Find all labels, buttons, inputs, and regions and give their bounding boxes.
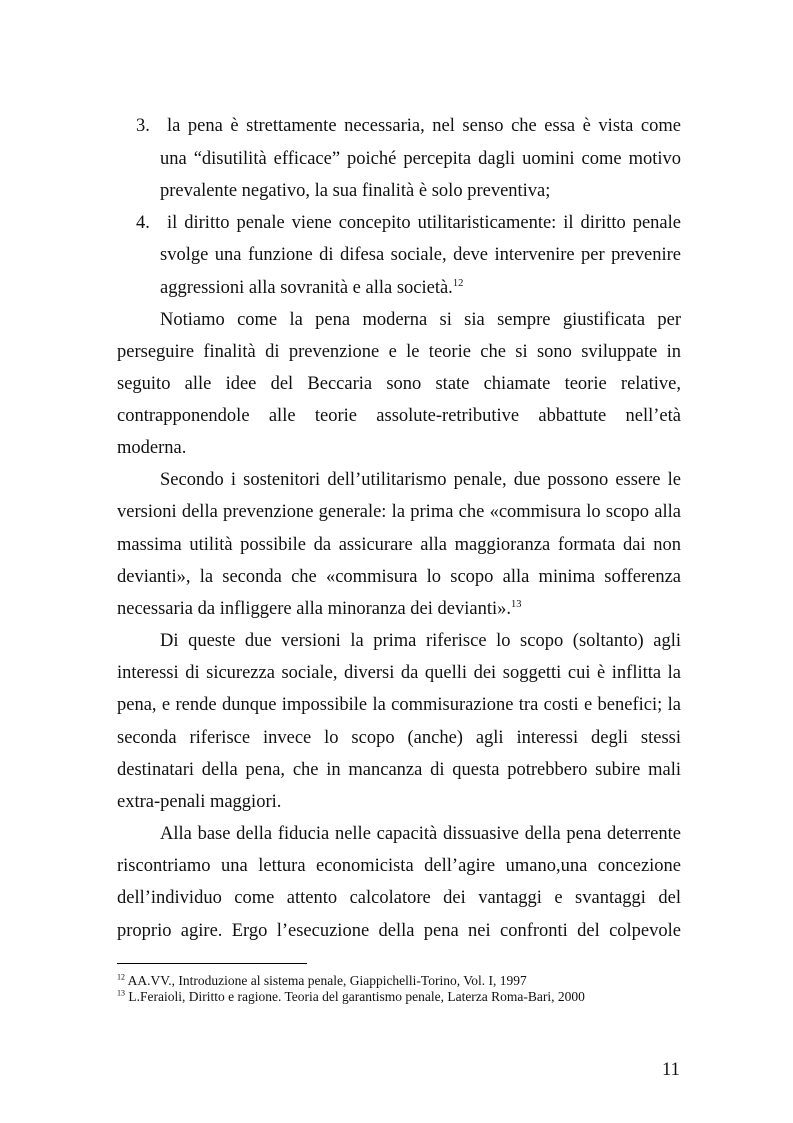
paragraph-line: devianti», la seconda che «commisura lo scopo alla minima sofferenza bbox=[117, 567, 681, 587]
list-item-line: svolge una funzione di difesa sociale, deve intervenire per prevenire bbox=[160, 245, 681, 265]
list-item-line: la pena è strettamente necessaria, nel senso che essa è vista come bbox=[167, 116, 681, 136]
list-number: 3. bbox=[136, 116, 150, 136]
paragraph-line: interessi di sicurezza sociale, diversi da quelli dei soggetti cui è inflitta la bbox=[117, 663, 681, 683]
paragraph-line: versioni della prevenzione generale: la prima che «commisura lo scopo alla bbox=[117, 502, 681, 522]
paragraph-line: pena, e rende dunque impossibile la commisurazione tra costi e benefici; la bbox=[117, 695, 681, 715]
footnote-divider bbox=[117, 963, 307, 964]
list-item-line: una “disutilità efficace” poiché percepita dagli uomini come motivo bbox=[160, 149, 681, 169]
paragraph-line: seguito alle idee del Beccaria sono state chiamate teorie relative, bbox=[117, 374, 681, 394]
paragraph-line: massima utilità possibile da assicurare alla maggioranza formata dai non bbox=[117, 535, 681, 555]
paragraph-line: destinatari della pena, che in mancanza di questa potrebbero subire mali bbox=[117, 760, 681, 780]
paragraph-line: Di queste due versioni la prima riferisce lo scopo (soltanto) agli bbox=[160, 631, 681, 651]
list-number: 4. bbox=[136, 213, 150, 233]
paragraph-line: riscontriamo una lettura economicista dell’agire umano,una concezione bbox=[117, 856, 681, 876]
paragraph-line: seconda riferisce invece lo scopo (anche) agli interessi degli stessi bbox=[117, 728, 681, 748]
paragraph-line: Alla base della fiducia nelle capacità dissuasive della pena deterrente bbox=[160, 824, 681, 844]
page-number: 11 bbox=[662, 1060, 680, 1080]
paragraph-line: proprio agire. Ergo l’esecuzione della pena nei confronti del colpevole bbox=[117, 921, 681, 941]
list-item-line: aggressioni alla sovranità e alla società.$^{12}$ bbox=[160, 277, 464, 298]
paragraph-line: Notiamo come la pena moderna si sia sempre giustificata per bbox=[160, 310, 681, 330]
paragraph-line: extra-penali maggiori. bbox=[117, 792, 282, 812]
paragraph-line: contrapponendole alle teorie assolute-retributive abbattute nell’età bbox=[117, 406, 681, 426]
paragraph-line: dell’individuo come attento calcolatore dei vantaggi e svantaggi del bbox=[117, 888, 681, 908]
paragraph-line: necessaria da infliggere alla minoranza dei devianti».$^{13}$ bbox=[117, 598, 522, 619]
paragraph-line: Secondo i sostenitori dell’utilitarismo penale, due possono essere le bbox=[160, 470, 681, 490]
list-item-line: prevalente negativo, la sua finalità è solo preventiva; bbox=[160, 181, 551, 201]
footnote: $^{12}$ AA.VV., Introduzione al sistema penale, Giappichelli-Torino, Vol. I, 1997 bbox=[117, 972, 527, 988]
list-item-line: il diritto penale viene concepito utilitaristicamente: il diritto penale bbox=[167, 213, 681, 233]
footnote-ref: 12 bbox=[452, 277, 464, 289]
footnote-ref: 13 bbox=[510, 598, 522, 610]
paragraph-line: perseguire finalità di prevenzione e le teorie che si sono sviluppate in bbox=[117, 342, 681, 362]
paragraph-line: moderna. bbox=[117, 438, 187, 458]
footnote: $^{13}$ L.Feraioli, Diritto e ragione. Teoria del garantismo penale, Laterza Roma-Bari, 2000 bbox=[117, 988, 585, 1004]
